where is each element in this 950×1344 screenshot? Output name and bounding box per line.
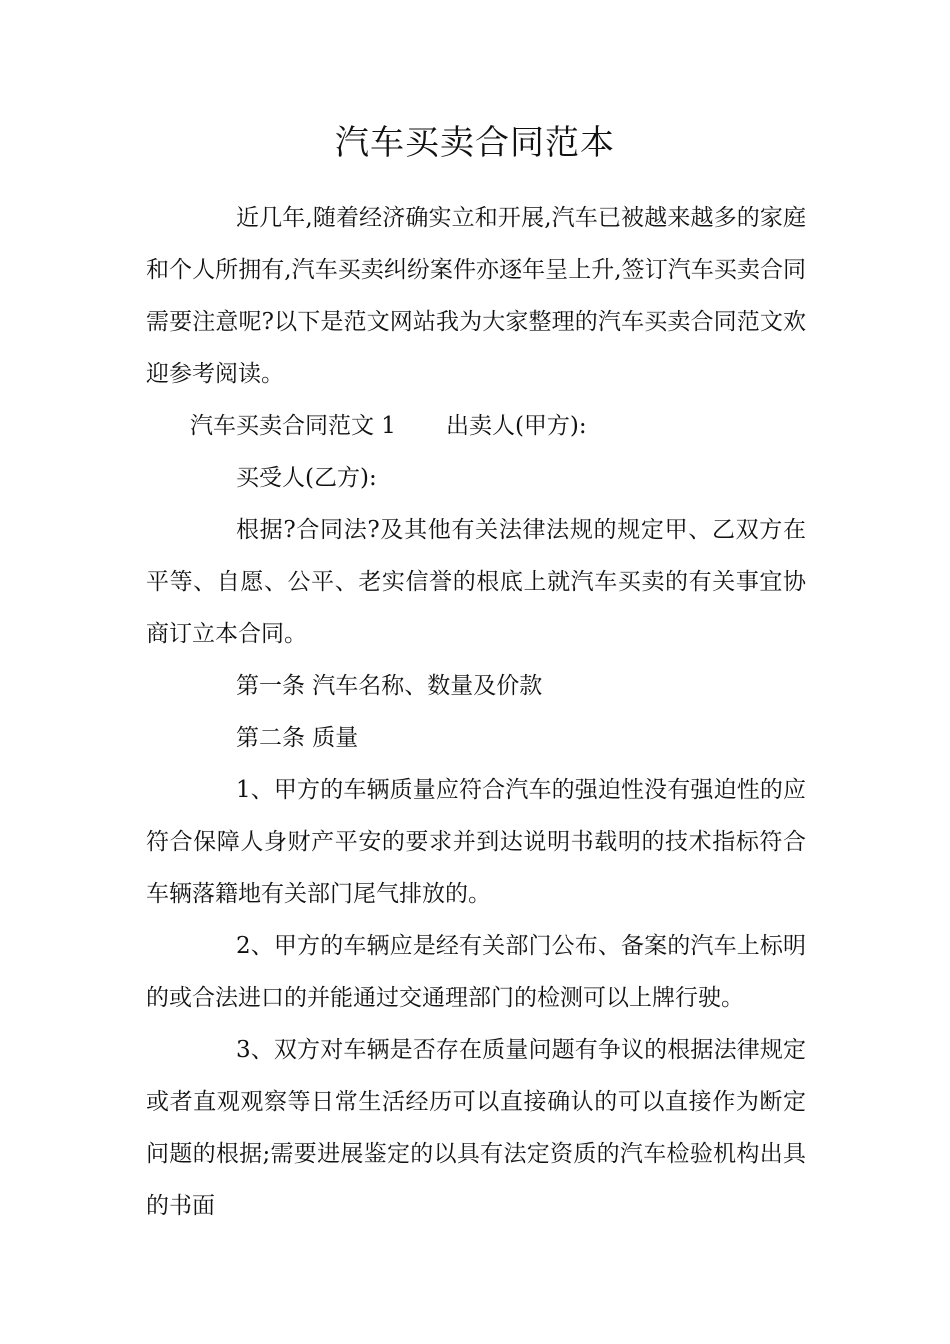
article-two-heading: 第二条 质量 — [236, 725, 359, 751]
contract-heading-line — [146, 400, 806, 452]
contract-heading: 汽车买卖合同范文 1 — [190, 413, 396, 439]
buyer-label: 买受人(乙方): — [236, 465, 377, 491]
document-title: 汽车买卖合同范本 — [335, 123, 615, 163]
intro-paragraph: 近几年,随着经济确实立和开展,汽车已被越来越多的家庭和个人所拥有,汽车买卖纠纷案件亦逐年呈上升,签订汽车买卖合同需要注意呢?以下是范文网站我为大家整理的汽车买卖合同范文欢迎参考阅读。 — [146, 205, 806, 387]
legal-basis-paragraph: 根据?合同法?及其他有关法律法规的规定甲、乙双方在平等、自愿、公平、老实信誉的根底上就汽车买卖的有关事宜协商订立本合同。 — [146, 517, 806, 647]
clause-1-paragraph: 1、甲方的车辆质量应符合汽车的强迫性没有强迫性的应符合保障人身财产平安的要求并到达说明书载明的技术指标符合车辆落籍地有关部门尾气排放的。 — [146, 777, 806, 907]
clause-3-paragraph: 3、双方对车辆是否存在质量问题有争议的根据法律规定或者直观观察等日常生活经历可以直接确认的可以直接作为断定问题的根据;需要进展鉴定的以具有法定资质的汽车检验机构出具的书面 — [146, 1037, 806, 1219]
article-one-heading: 第一条 汽车名称、数量及价款 — [236, 673, 543, 699]
clause-2-paragraph: 2、甲方的车辆应是经有关部门公布、备案的汽车上标明的或合法进口的并能通过交通理部门的检测可以上牌行驶。 — [146, 933, 806, 1011]
document-body — [146, 192, 806, 1232]
seller-label: 出卖人(甲方): — [445, 413, 587, 439]
